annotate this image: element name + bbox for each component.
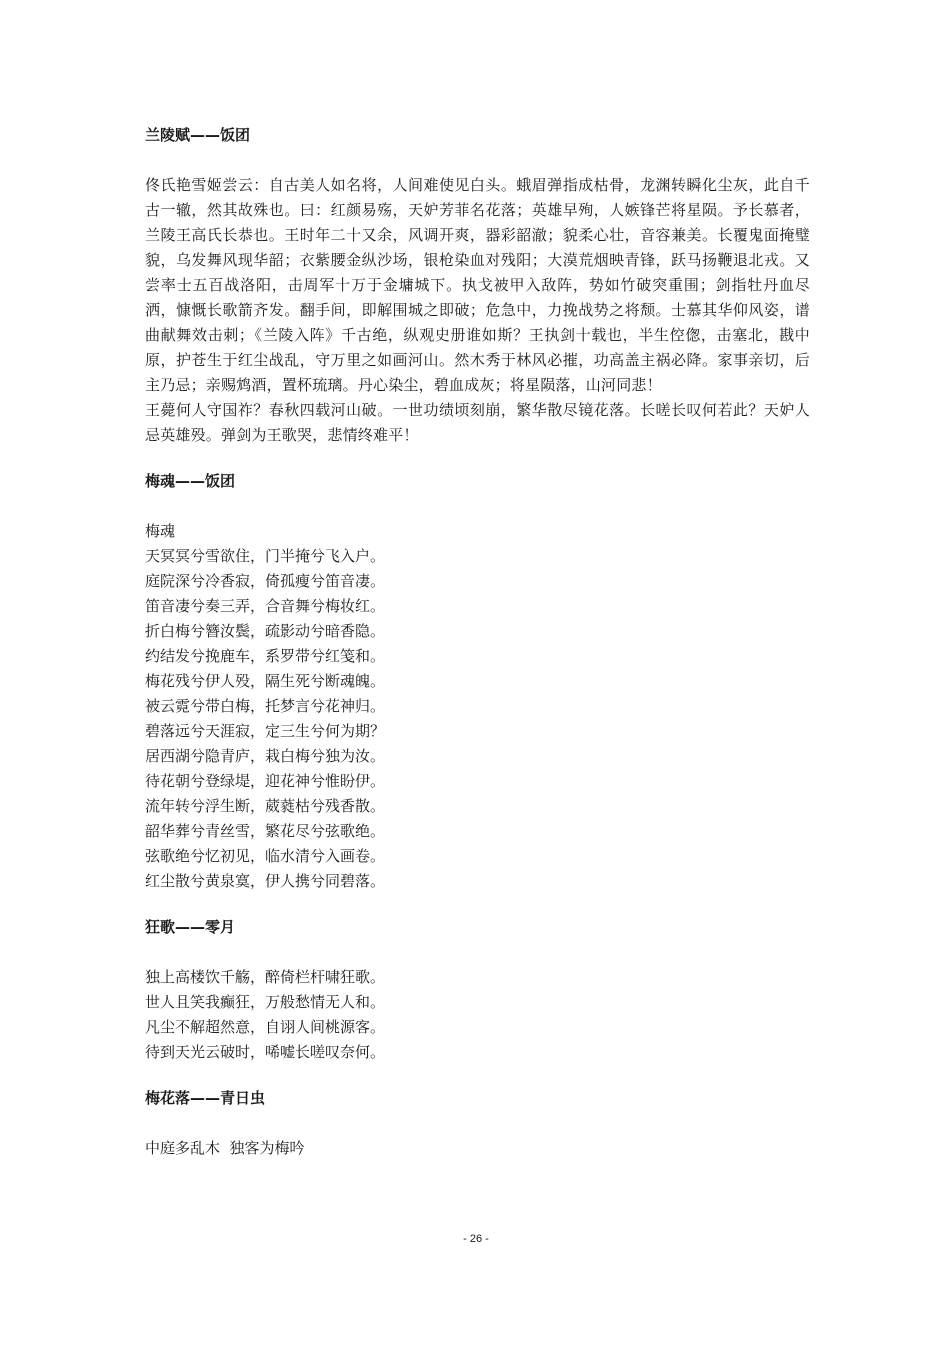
poem-line: 流年转兮浮生断，葳蕤枯兮残香散。: [145, 797, 386, 815]
poem-line: 世人且笑我癫狂，万般愁情无人和。: [145, 993, 386, 1011]
section-title: 狂歌——零月: [145, 918, 236, 936]
poem-line: 弦歌绝兮忆初见，临水清兮入画卷。: [145, 847, 386, 865]
section-title: 梅花落——青日虫: [145, 1089, 266, 1107]
poem-line: 待到天光云破时，唏嘘长嗟叹奈何。: [145, 1043, 386, 1061]
poem-line: 约结发兮挽鹿车，系罗带兮红笺和。: [145, 647, 386, 665]
page-number: - 26 -: [463, 1233, 489, 1245]
prose-paragraph: 佟氏艳雪姬尝云：自古美人如名将，人间难使见白头。蛾眉弹指成枯骨，龙渊转瞬化尘灰，此自千古一辙，然其故殊也。曰：红颜易殇，天妒芳菲名花落；英雄早殉，人嫉锋芒将星陨。予长慕者，兰陵王高氏长恭也。王时年二十又余，风调开爽，器彩韶澈；貌柔心壮，音容兼美。长覆鬼面掩璧貌，乌发舞风现华韶；衣紫腰金纵沙场，银枪染血对残阳；大漠荒烟映青锋，跃马扬鞭退北戎。又尝率士五百战洛阳，击周军十万于金墉城下。执戈被甲入敌阵，势如竹破突重围；剑指牡丹血尽洒，慷慨长歌箭齐发。翻手间，即解围城之即破；危急中，力挽战势之将颓。士慕其华仰风姿，谱曲献舞效击刺；《兰陵入阵》千古绝，纵观史册谁如斯？王执剑十载也，半生倥偬，击塞北，戡中原，护苍生于红尘战乱，守万里之如画河山。然木秀于林风必摧，功高盖主祸必降。家事亲切，后主乃忌；亲赐鸩酒，置杯琉璃。丹心染尘，碧血成灰；将星陨落，山河同悲！: [145, 176, 810, 394]
poem-line: 梅花残兮伊人殁，隔生死兮断魂魄。: [145, 672, 386, 690]
section-title: 梅魂——饭团: [145, 472, 236, 490]
poem-line: 折白梅兮簪汝鬓，疏影动兮暗香隐。: [145, 622, 386, 640]
poem-line: 笛音凄兮奏三弄，合音舞兮梅妆红。: [145, 597, 386, 615]
poem-line: 红尘散兮黄泉寞，伊人携兮同碧落。: [145, 872, 386, 890]
poem-line: 碧落远兮天涯寂，定三生兮何为期？: [145, 722, 386, 740]
poem-line: 居西湖兮隐青庐，栽白梅兮独为汝。: [145, 747, 386, 765]
poem-subtitle: 梅魂: [145, 522, 176, 540]
section-title: 兰陵赋——饭团: [145, 126, 251, 144]
poem-line: 独上高楼饮千觞，醉倚栏杆啸狂歌。: [145, 968, 386, 986]
poem-line: 待花朝兮登绿堤，迎花神兮惟盼伊。: [145, 772, 386, 790]
page-content: [145, 123, 810, 1161]
poem-line: 中庭多乱木 独客为梅吟: [145, 1139, 305, 1157]
poem-line: 韶华葬兮青丝雪，繁花尽兮弦歌绝。: [145, 822, 386, 840]
poem-line: 凡尘不解超然意，自诩人间桃源客。: [145, 1018, 386, 1036]
poem-line: 天冥冥兮雪欲住，门半掩兮飞入户。: [145, 547, 386, 565]
poem-line: 被云霓兮带白梅，托梦言兮花神归。: [145, 697, 386, 715]
prose-paragraph: 王薨何人守国祚？春秋四载河山破。一世功绩顷刻崩，繁华散尽镜花落。长嗟长叹何若此？天妒人忌英雄殁。弹剑为王歌哭，悲情终难平！: [145, 401, 810, 444]
poem-line: 庭院深兮冷香寂，倚孤瘦兮笛音凄。: [145, 572, 386, 590]
